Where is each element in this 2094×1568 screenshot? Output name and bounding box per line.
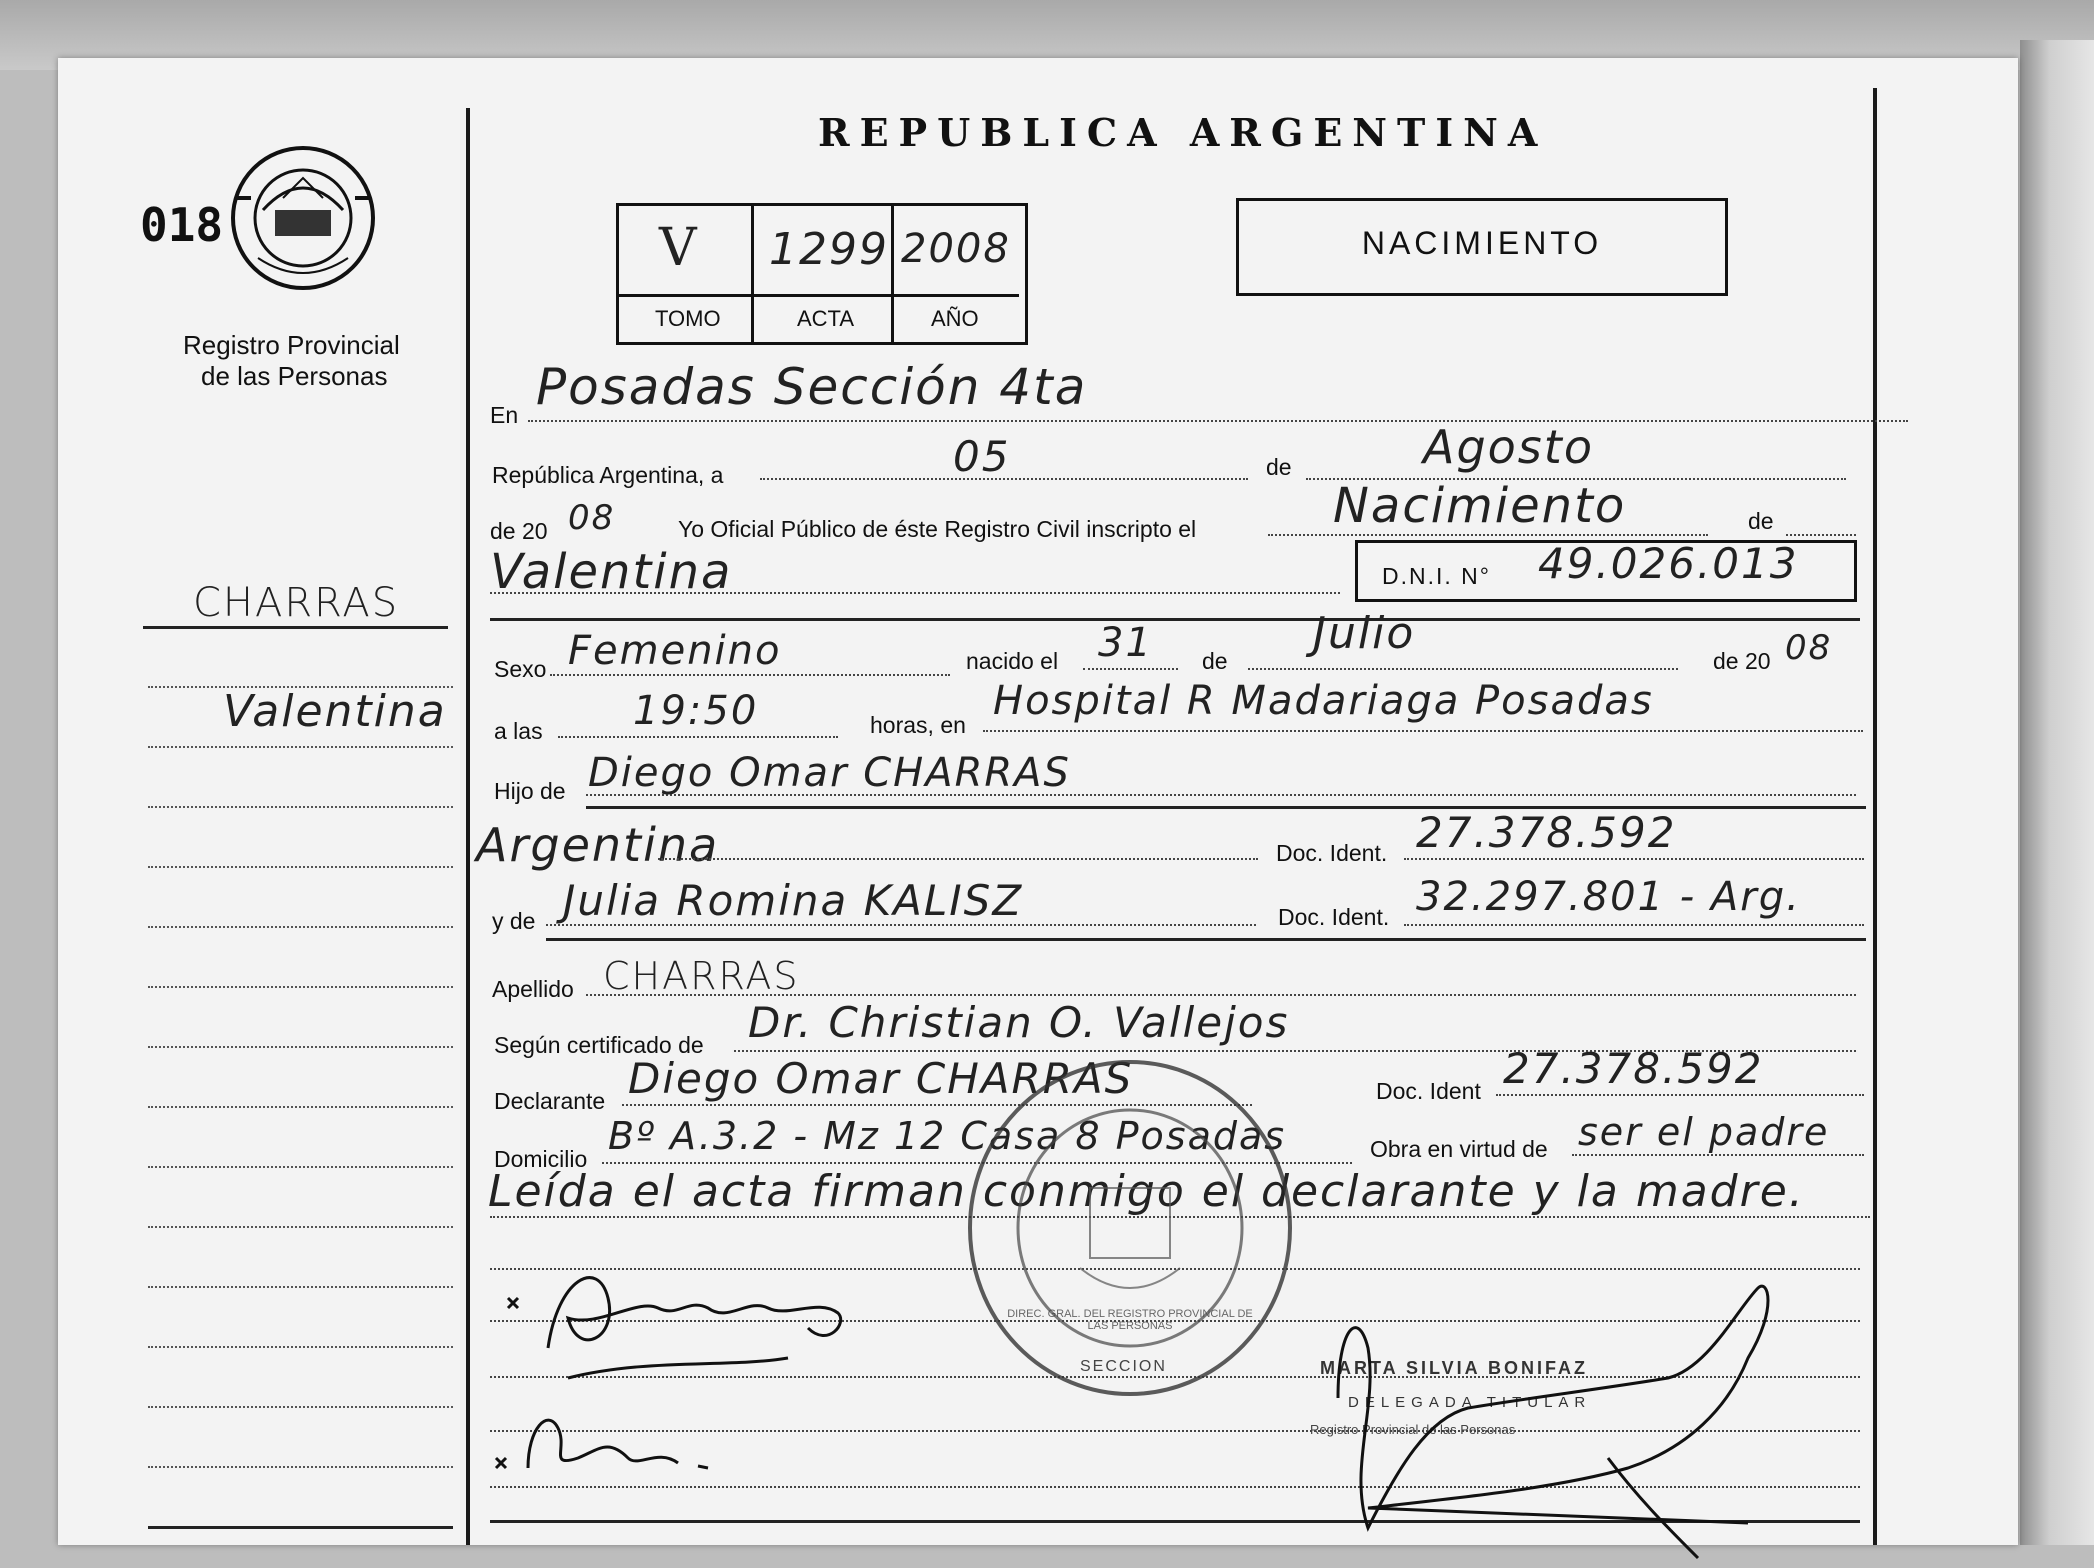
official-signature [1308, 1268, 1828, 1568]
official-round-stamp [960, 1058, 1300, 1398]
yde-label: y de [492, 908, 536, 934]
en-label: En [490, 402, 519, 428]
stamp-inner-text: SECCION [1080, 1358, 1167, 1375]
hijo-label: Hijo de [494, 778, 566, 804]
obra-label: Obra en virtud de [1370, 1136, 1548, 1162]
padre-value: Diego Omar CHARRAS [588, 750, 1071, 796]
de-label-2: de [1748, 508, 1774, 534]
record-type-label: NACIMIENTO [1361, 225, 1603, 261]
leida-text: Leída el acta firman conmigo el declarante y la madre. [488, 1166, 1805, 1217]
month-value: Agosto [1423, 420, 1594, 474]
nacido-label: nacido el [966, 648, 1059, 674]
domicilio-value: Bº A.3.2 - Mz 12 Casa 8 Posadas [608, 1114, 1287, 1158]
alas-label: a las [494, 718, 543, 744]
official-dept: Registro Provincial de las Personas [1310, 1422, 1516, 1437]
dni-box [1355, 540, 1857, 602]
de-label-1: de [1266, 454, 1292, 480]
oficial-label: Yo Oficial Público de éste Registro Civil inscripto el [678, 516, 1197, 542]
en-value: Posadas Sección 4ta [536, 358, 1088, 416]
doc1-value: 27.378.592 [1416, 808, 1677, 857]
day-value: 05 [953, 432, 1011, 481]
republica-label: República Argentina, a [492, 462, 724, 488]
sidebar-given-name: Valentina [223, 686, 447, 737]
madre-value: Julia Romina KALISZ [563, 876, 1024, 925]
de20-label: de 20 [490, 518, 548, 544]
declarant-signature [488, 1238, 908, 1398]
declarante-value: Diego Omar CHARRAS [628, 1054, 1134, 1103]
mother-signature [488, 1388, 768, 1498]
doc1-label: Doc. Ident. [1276, 840, 1388, 866]
horas-label: horas, en [870, 712, 966, 738]
de20b-label: de 20 [1713, 648, 1771, 674]
apellido-label: Apellido [492, 976, 574, 1002]
section-rule-1 [490, 618, 1860, 621]
de-label-3: de [1202, 648, 1228, 674]
provincial-seal-logo [223, 138, 383, 298]
inscripto-value: Nacimiento [1333, 478, 1627, 534]
nacido-year: 08 [1785, 628, 1833, 668]
official-name: MARTA SILVIA BONIFAZ [1320, 1358, 1588, 1378]
nacido-month: Julio [1313, 608, 1416, 659]
background-right-page [2020, 40, 2094, 1545]
apellido-value: CHARRAS [603, 954, 800, 998]
dni-label: D.N.I. N° [1382, 563, 1491, 589]
doc3-label: Doc. Ident [1376, 1078, 1481, 1104]
official-title: DELEGADA TITULAR [1348, 1394, 1592, 1411]
segun-value: Dr. Christian O. Vallejos [748, 998, 1290, 1047]
doc3-value: 27.378.592 [1503, 1044, 1764, 1093]
sexo-label: Sexo [494, 656, 547, 682]
domicilio-label: Domicilio [494, 1146, 588, 1172]
anio-label: AÑO [931, 306, 979, 331]
padre-nacionalidad: Argentina [476, 818, 720, 872]
year-value: 08 [568, 498, 616, 538]
column-divider [466, 108, 470, 1545]
dni-value: 49.026.013 [1538, 539, 1799, 588]
sidebar-rule-1 [143, 626, 448, 629]
section-rule-3 [546, 938, 1866, 941]
declarante-label: Declarante [494, 1088, 606, 1114]
child-name-value: Valentina [490, 544, 733, 600]
tomo-value: V [659, 218, 699, 278]
form-number: 018 [140, 198, 224, 252]
doc2-label: Doc. Ident. [1278, 904, 1390, 930]
hora-value: 19:50 [633, 688, 759, 734]
anio-value: 2008 [901, 226, 1011, 272]
certificate-page [58, 58, 2018, 1545]
acta-label: ACTA [797, 306, 855, 331]
tomo-label: TOMO [655, 306, 721, 331]
record-type-box [1236, 198, 1728, 296]
registry-name-line2: de las Personas [201, 361, 388, 391]
stamp-ring-text: DIREC. GRAL. DEL REGISTRO PROVINCIAL DE LAS PERSONAS [1007, 1308, 1253, 1332]
right-border [1873, 88, 1877, 1545]
registry-name-line1: Registro Provincial [183, 330, 400, 360]
segun-label: Según certificado de [494, 1032, 704, 1058]
acta-value: 1299 [769, 224, 889, 275]
nacido-day: 31 [1098, 620, 1153, 666]
obra-value: ser el padre [1578, 1110, 1830, 1154]
record-id-table [616, 203, 1028, 345]
country-title: REPUBLICA ARGENTINA [818, 110, 1548, 155]
sidebar-surname: CHARRAS [193, 580, 400, 626]
lugar-value: Hospital R Madariaga Posadas [993, 678, 1654, 724]
doc2-value: 32.297.801 - Arg. [1416, 874, 1801, 920]
sexo-value: Femenino [568, 628, 782, 674]
sidebar-rule-bottom [148, 1526, 453, 1529]
